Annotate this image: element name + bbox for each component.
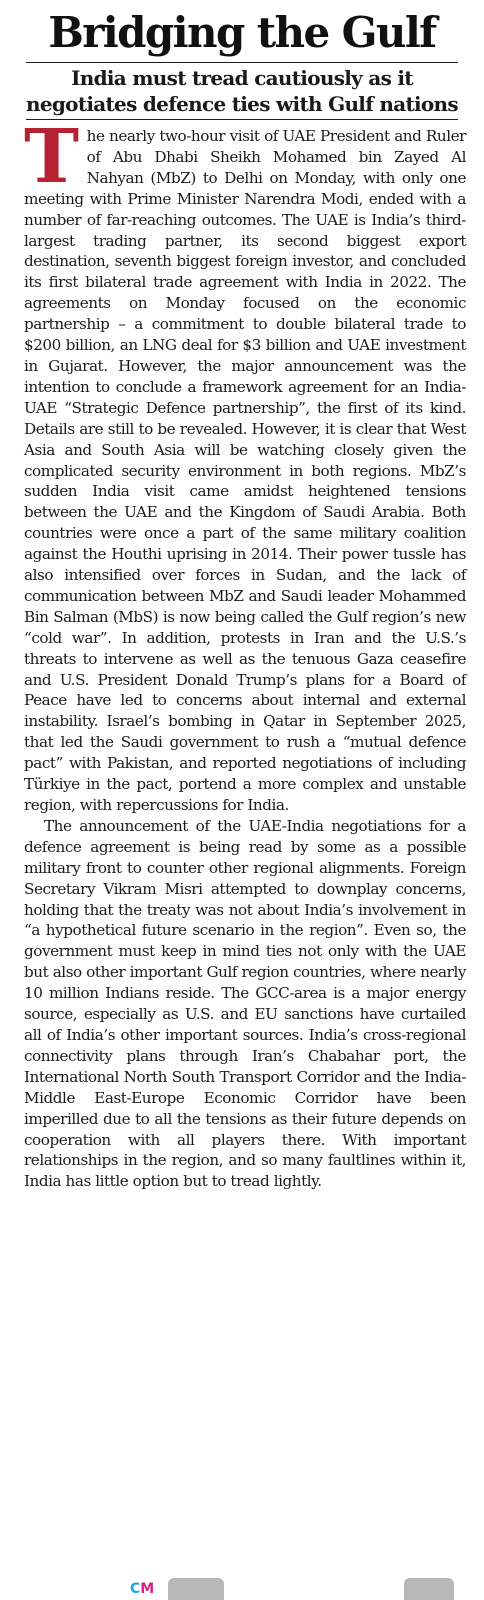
print-registration-strip bbox=[0, 1578, 484, 1600]
paragraph-1 bbox=[24, 114, 466, 816]
grey-swatch-right bbox=[404, 1578, 454, 1600]
paragraph-2: The announcement of the UAE-India negotiations for a defence agreement is being read by some as a possible military front to counter other regional alignments. Foreign Secretary Vikram Misri attempted to downplay concerns, holding that the treaty was not about India’s involvement in “a hypothetical future scenario in the region”. Even so, the government must keep in mind ties not only with the UAE but also other important Gulf region countries, where nearly 10 million Indians reside. The GCC-area is a major energy source, especially as U.S. and EU sanctions have curtailed all of India’s other important sources. India’s cross-regional connectivity plans through Iran’s Chabahar port, the International North South Transport Corridor and the India-Middle East-Europe Economic Corridor have been imperilled due to all the tensions as their future depends on cooperation with all players there. With important relationships in the region, and so many faultlines within it, India has little option but to tread lightly. bbox=[24, 816, 466, 1191]
subhead-bottom-rule bbox=[26, 119, 458, 120]
magenta-mark: M bbox=[140, 1581, 155, 1597]
drop-cap: T bbox=[24, 114, 79, 200]
paragraph-1-text: he nearly two-hour visit of UAE President and Ruler of Abu Dhabi Sheikh Mohamed bin Zayed Al Nahyan (MbZ) to Delhi on Monday, with only one meeting with Prime Minister Narendra Modi, ended with a number of far-reaching outcomes. The UAE is India’s third-largest trading partner, its second biggest export destination, seventh biggest foreign investor, and concluded its first bilateral trade agreement with India in 2022. The agreements on Monday focused on the economic partnership – a commitment to double bilateral trade to $200 billion, an LNG deal for $3 billion and UAE investment in Gujarat. However, the major announcement was the intention to conclude a framework agreement for an India-UAE “Strategic Defence partnership”, the first of its kind. Details are still to be revealed. However, it is clear that West Asia and South Asia will be watching closely given the complicated security environment in both regions. MbZ’s sudden India visit came amidst heightened tensions between the UAE and the Kingdom of Saudi Arabia. Both countries were once a part of the same military coalition against the Houthi uprising in 2014. Their power tussle has also intensified over forces in Sudan, and the lack of communication between MbZ and Saudi leader Mohammed Bin Salman (MbS) is now being called the Gulf region’s new “cold war”. In addition, protests in Iran and the U.S.’s threats to intervene as well as the tenuous Gaza ceasefire and U.S. President Donald Trump’s plans for a Board of Peace have led to concerns about internal and external instability. Israel’s bombing in Qatar in September 2025, that led the Saudi government to rush a “mutual defence pact” with Pakistan, and reported negotiations of including Türkiye in the pact, portend a more complex and unstable region, with repercussions for India. bbox=[24, 127, 466, 814]
grey-swatch-left bbox=[168, 1578, 224, 1600]
cyan-mark: C bbox=[130, 1581, 141, 1597]
subhead-top-rule bbox=[26, 62, 458, 63]
subhead: India must tread cautiously as it negotiates defence ties with Gulf nations bbox=[26, 66, 458, 116]
headline: Bridging the Gulf bbox=[48, 8, 436, 57]
article-body bbox=[24, 114, 466, 1192]
color-registration-mark bbox=[130, 1582, 154, 1596]
